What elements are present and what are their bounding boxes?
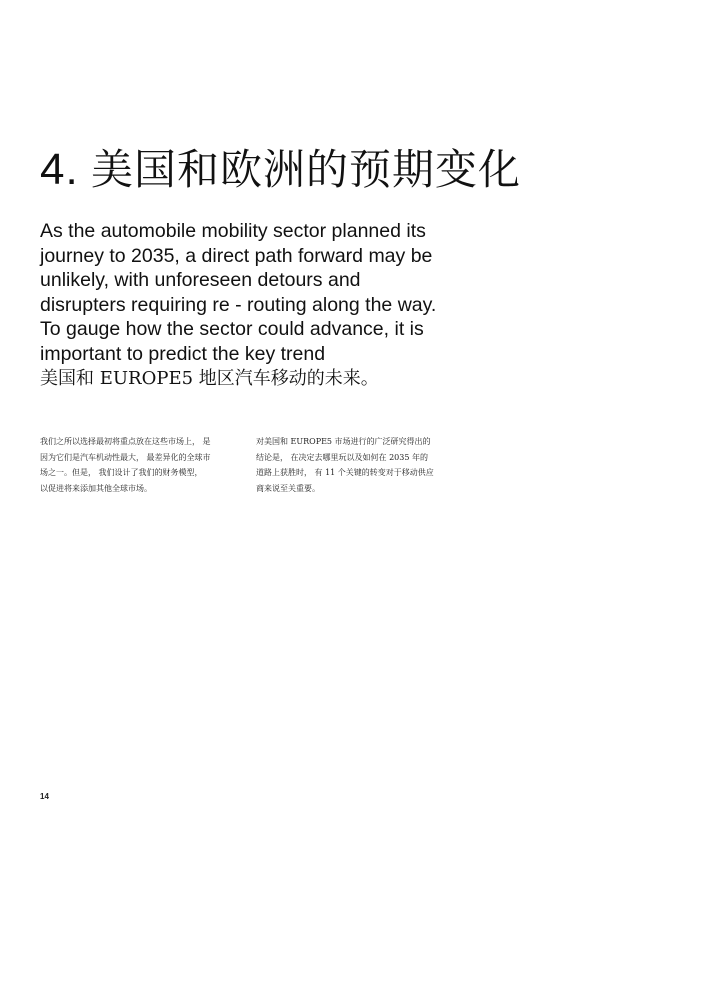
lead-paragraph [40, 219, 480, 391]
lead-line: important to predict the key trend [40, 342, 326, 365]
section-title: 美国和欧洲的预期变化 [90, 145, 521, 194]
lead-line: As the automobile mobility sector planned its [40, 220, 426, 242]
lead-line: journey to 2035, a direct path forward may be [40, 244, 433, 267]
lead-line: disrupters requiring re - routing along the way. [40, 293, 437, 316]
body-line: 道路上获胜时， 有 11 个关键的转变对于移动供应 [256, 468, 434, 478]
section-number: 4. [40, 145, 79, 194]
body-line: 我们之所以选择最初将重点放在这些市场上， 是 [40, 437, 211, 446]
page-number: 14 [40, 792, 49, 801]
lead-line: unlikely, with unforeseen detours and [40, 269, 361, 292]
body-line: 对美国和 EUROPE5 市场进行的广泛研究得出的 [256, 437, 431, 446]
page-title [40, 142, 521, 198]
body-line: 商来说至关重要。 [256, 483, 320, 493]
body-column-right [256, 434, 466, 496]
body-line: 场之一。但是， 我们设计了我们的财务模型， [40, 468, 203, 478]
body-line: 因为它们是汽车机动性最大， 最差异化的全球市 [40, 452, 211, 462]
lead-line: To gauge how the sector could advance, it is [40, 318, 424, 341]
body-line: 以促进将来添加其他全球市场。 [40, 483, 152, 493]
lead-line: 美国和 EUROPE5 地区汽车移动的未来。 [40, 367, 379, 389]
body-column-left [40, 434, 250, 496]
body-line: 结论是， 在决定去哪里玩以及如何在 2035 年的 [256, 452, 428, 462]
